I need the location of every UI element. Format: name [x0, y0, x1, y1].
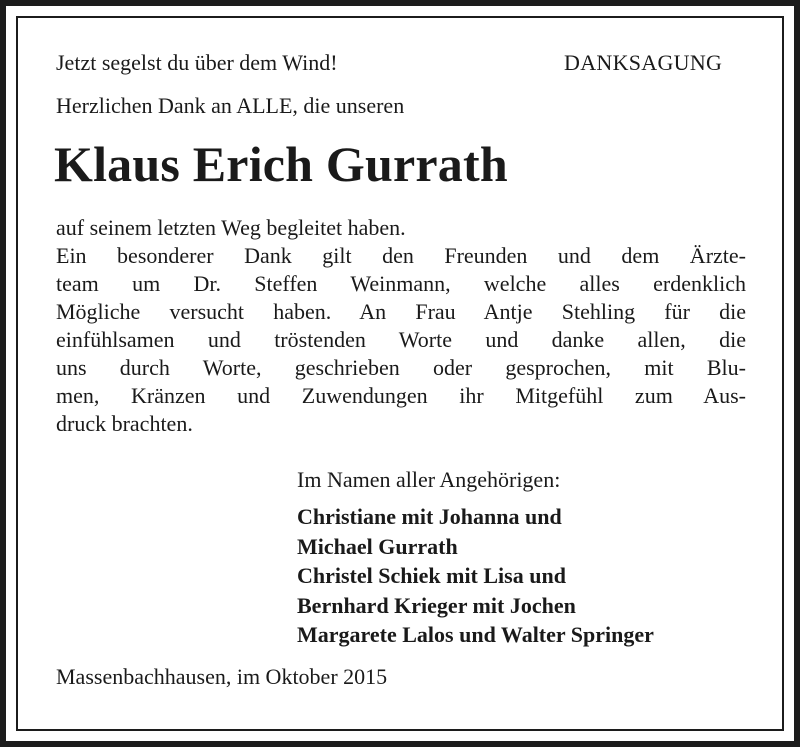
signer-line: Christiane mit Johanna und — [297, 504, 562, 529]
body-line: team um Dr. Steffen Weinmann, welche alles erdenklich — [56, 271, 746, 296]
body-line: Ein besonderer Dank gilt den Freunden und dem Ärzte- — [56, 243, 746, 268]
signer-line: Christel Schiek mit Lisa und — [297, 563, 566, 588]
signer-line: Bernhard Krieger mit Jochen — [297, 592, 576, 618]
body-line: druck brachten. — [56, 411, 193, 436]
deceased-name: Klaus Erich Gurrath — [54, 136, 508, 192]
signers-block — [297, 465, 654, 650]
signer-line: Margarete Lalos und Walter Springer — [297, 622, 654, 647]
thank-you-text — [56, 214, 746, 438]
body-line: auf seinem letzten Weg begleitet haben. — [56, 215, 406, 240]
intro-line: Herzlichen Dank an ALLE, die unseren — [56, 93, 405, 118]
body-line: Mögliche versucht haben. An Frau Antje Stehling für die — [56, 299, 746, 324]
place-date-line: Massenbachhausen, im Oktober 2015 — [56, 664, 388, 689]
notice-type-label: DANKSAGUNG — [564, 50, 723, 75]
body-line: uns durch Worte, geschrieben oder gesprochen, mit Blu- — [56, 355, 746, 380]
signers-intro: Im Namen aller Angehörigen: — [297, 467, 561, 492]
body-line: men, Kränzen und Zuwendungen ihr Mitgefühl zum Aus- — [56, 383, 746, 408]
signer-line: Michael Gurrath — [297, 533, 458, 559]
body-line: einfühlsamen und tröstenden Worte und danke allen, die — [56, 327, 746, 352]
motto-line: Jetzt segelst du über dem Wind! — [56, 50, 338, 75]
